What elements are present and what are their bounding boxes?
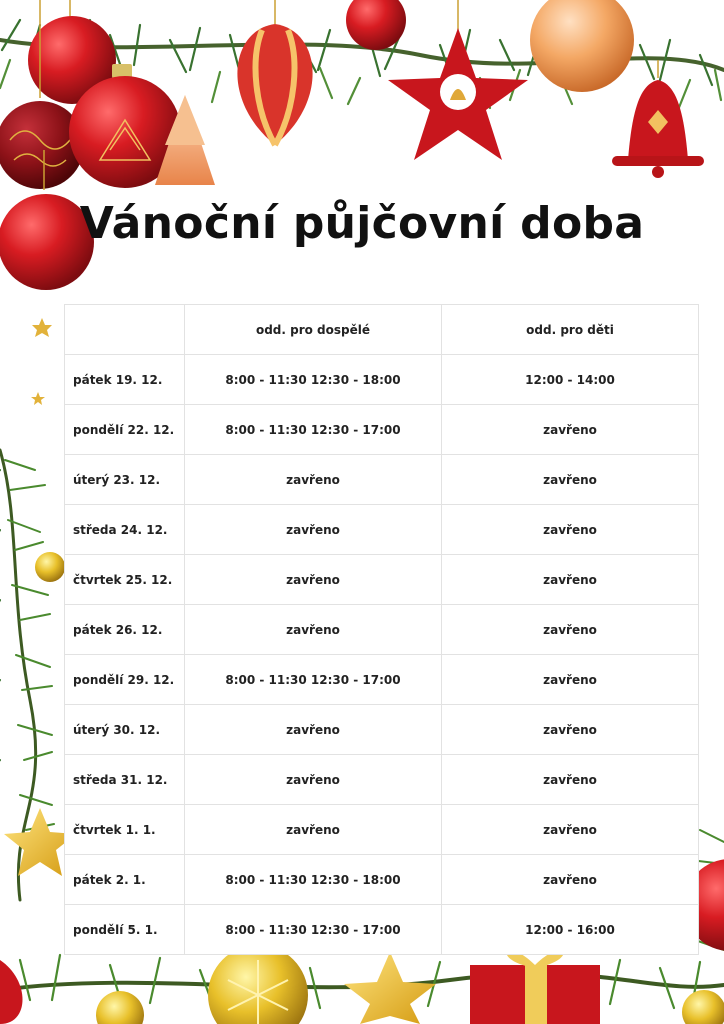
gold-star-bottom-icon [344,952,436,1024]
adults-hours-cell: 8:00 - 11:30 12:30 - 18:00 [185,855,442,905]
kids-hours-cell: zavřeno [442,555,699,605]
adults-hours-cell: zavřeno [185,505,442,555]
table-row [65,805,699,855]
day-cell: čtvrtek 1. 1. [65,805,185,855]
table-row [65,755,699,805]
gift-box-icon [470,951,600,1024]
kids-hours-cell: zavřeno [442,855,699,905]
table-row [65,555,699,605]
kids-hours-cell: zavřeno [442,655,699,705]
table-row [65,355,699,405]
adults-hours-cell: 8:00 - 11:30 12:30 - 18:00 [185,355,442,405]
day-cell: pátek 26. 12. [65,605,185,655]
kids-hours-cell: zavřeno [442,405,699,455]
gold-bauble-icon [35,552,65,582]
kids-hours-cell: zavřeno [442,705,699,755]
balloon-ornament-icon [237,0,312,145]
day-cell: středa 24. 12. [65,505,185,555]
header-kids-cell: odd. pro děti [442,305,699,355]
kids-hours-cell: 12:00 - 16:00 [442,905,699,955]
table-header-row [65,305,699,355]
day-cell: úterý 23. 12. [65,455,185,505]
table-row [65,905,699,955]
bell-ornament-icon [612,60,704,178]
table-row [65,405,699,455]
day-cell: pondělí 5. 1. [65,905,185,955]
adults-hours-cell: zavřeno [185,555,442,605]
adults-hours-cell: zavřeno [185,755,442,805]
header-adults-cell: odd. pro dospělé [185,305,442,355]
adults-hours-cell: zavřeno [185,705,442,755]
adults-hours-cell: 8:00 - 11:30 12:30 - 17:00 [185,905,442,955]
opening-hours-table [64,304,699,955]
adults-hours-cell: zavřeno [185,455,442,505]
table-row [65,605,699,655]
kids-hours-cell: zavřeno [442,505,699,555]
kids-hours-cell: 12:00 - 14:00 [442,355,699,405]
table-row [65,505,699,555]
gold-star-small-icon [31,318,52,405]
day-cell: úterý 30. 12. [65,705,185,755]
kids-hours-cell: zavřeno [442,605,699,655]
day-cell: čtvrtek 25. 12. [65,555,185,605]
table-row [65,855,699,905]
day-cell: pondělí 22. 12. [65,405,185,455]
star-ornament-icon [388,0,528,160]
adults-hours-cell: 8:00 - 11:30 12:30 - 17:00 [185,405,442,455]
red-bauble-bottom-left-icon [0,960,23,1024]
orange-bauble-icon [530,0,634,92]
adults-hours-cell: zavřeno [185,805,442,855]
day-cell: středa 31. 12. [65,755,185,805]
day-cell: pátek 19. 12. [65,355,185,405]
adults-hours-cell: zavřeno [185,605,442,655]
kids-hours-cell: zavřeno [442,755,699,805]
header-day-cell [65,305,185,355]
kids-hours-cell: zavřeno [442,805,699,855]
day-cell: pátek 2. 1. [65,855,185,905]
table-row [65,455,699,505]
table-row [65,655,699,705]
page-title: Vánoční půjčovní doba [79,198,645,249]
adults-hours-cell: 8:00 - 11:30 12:30 - 17:00 [185,655,442,705]
kids-hours-cell: zavřeno [442,455,699,505]
day-cell: pondělí 29. 12. [65,655,185,705]
table-row [65,705,699,755]
